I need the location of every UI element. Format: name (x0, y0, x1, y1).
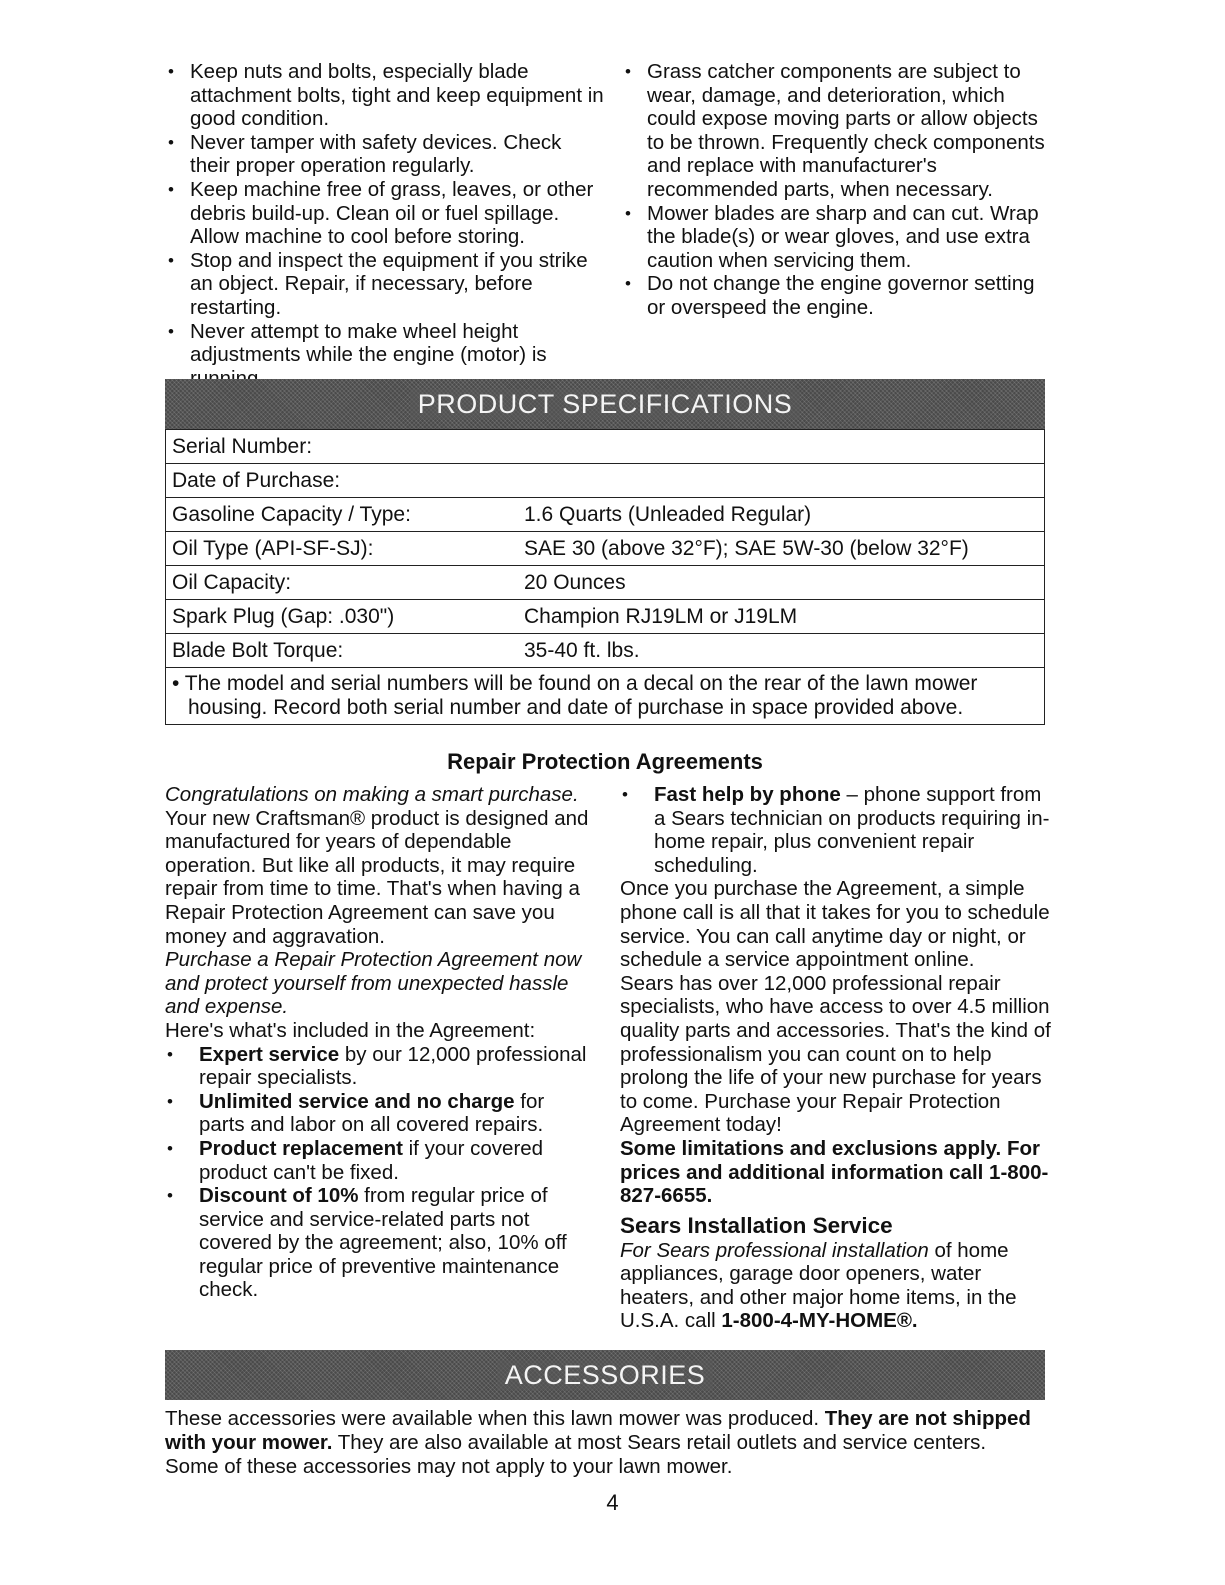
spec-value (518, 430, 1045, 464)
spec-value: 35-40 ft. lbs. (518, 634, 1045, 668)
repair-protection-right-column (620, 783, 1052, 1333)
spec-value: 1.6 Quarts (Unleaded Regular) (518, 498, 1045, 532)
specifications-table (165, 429, 1045, 725)
list-item: • Stop and inspect the equipment if you strike an object. Repair, if necessary, before restarting. (165, 249, 605, 320)
spec-label: Gasoline Capacity / Type: (166, 498, 519, 532)
safety-rules-left-column (165, 60, 605, 390)
accessories-banner (165, 1350, 1045, 1400)
intro-paragraph: Congratulations on making a smart purchase. Your new Craftsman® product is designed and manufactured for years of dependable operation. But like all products, it may require repair from time to time. That's when having a Repair Protection Agreement can save you money and aggravation. (165, 783, 589, 948)
table-row (166, 600, 1045, 634)
spec-label: Blade Bolt Torque: (166, 634, 519, 668)
product-specifications-banner (165, 379, 1045, 429)
limitations-notice: Some limitations and exclusions apply. For prices and additional information call 1-800-827-6655. (620, 1136, 1049, 1208)
spec-label: Serial Number: (166, 430, 519, 464)
banner-title: ACCESSORIES (497, 1360, 714, 1390)
list-item: • Fast help by phone – phone support from a Sears technician on products requiring in-home repair, plus convenient repair scheduling. (620, 783, 1052, 877)
list-item: • Product replacement if your covered product can't be fixed. (165, 1137, 595, 1184)
schedule-paragraph: Once you purchase the Agreement, a simple phone call is all that it takes for you to schedule service. You can call anytime day or night, or schedule a service appointment online. (620, 877, 1050, 972)
specialists-paragraph: Sears has over 12,000 professional repair specialists, who have access to over 4.5 million quality parts and accessories. That's the kind of professionalism you can count on to help prolong the life of your new purchase for years to come. Purchase your Repair Protection Agreement today! (620, 971, 1051, 1137)
list-item: • Keep machine free of grass, leaves, or other debris build-up. Clean oil or fuel spillage. Allow machine to cool before storing. (165, 178, 605, 249)
repair-protection-heading: Repair Protection Agreements (447, 749, 763, 774)
table-row (166, 566, 1045, 600)
page-number: 4 (606, 1490, 619, 1515)
serial-number-note: • The model and serial numbers will be found on a decal on the rear of the lawn mower housing. Record both serial number and date of purchase in space provided above. (166, 668, 1045, 725)
list-item: • Expert service by our 12,000 professional repair specialists. (165, 1043, 595, 1090)
banner-title: PRODUCT SPECIFICATIONS (410, 389, 801, 419)
list-item: • Never tamper with safety devices. Check their proper operation regularly. (165, 131, 605, 178)
spec-value: SAE 30 (above 32°F); SAE 5W-30 (below 32°F) (518, 532, 1045, 566)
table-row (166, 668, 1045, 725)
accessories-paragraph: These accessories were available when this lawn mower was produced. They are not shipped with your mower. They are also available at most Sears retail outlets and service centers. Some of these accessories may not apply to your lawn mower. (165, 1407, 1031, 1478)
list-item: • Discount of 10% from regular price of service and service-related parts not covered by the agreement; also, 10% off regular price of preventive maintenance check. (165, 1184, 595, 1302)
list-item: • Never attempt to make wheel height adjustments while the engine (motor) is (165, 320, 605, 391)
repair-protection-left-column (165, 783, 595, 1302)
table-row (166, 498, 1045, 532)
table-row (166, 634, 1045, 668)
list-item: • Mower blades are sharp and can cut. Wrap the blade(s) or wear gloves, and use extra caution when servicing them. (622, 202, 1052, 273)
spec-label: Date of Purchase: (166, 464, 519, 498)
list-item: • Grass catcher components are subject to wear, damage, and deterioration, which could expose moving parts or allow objects to be thrown. Frequently check components and replace with manufacturer's recommended parts, when necessary. (622, 60, 1052, 202)
spec-value: Champion RJ19LM or J19LM (518, 600, 1045, 634)
table-row (166, 430, 1045, 464)
purchase-callout: Purchase a Repair Protection Agreement now and protect yourself from unexpected hassle and expense. (165, 948, 582, 1019)
installation-paragraph: For Sears professional installation of home appliances, garage door openers, water heaters, and other major home items, in the U.S.A. call 1-800-4-MY-HOME®. (620, 1238, 1017, 1333)
spec-value: 20 Ounces (518, 566, 1045, 600)
spec-label: Spark Plug (Gap: .030") (166, 600, 519, 634)
spec-label: Oil Capacity: (166, 566, 519, 600)
spec-label: Oil Type (API-SF-SJ): (166, 532, 519, 566)
table-row (166, 464, 1045, 498)
table-row (166, 532, 1045, 566)
included-intro: Here's what's included in the Agreement: (165, 1018, 536, 1042)
list-item: • Keep nuts and bolts, especially blade attachment bolts, tight and keep equipment in good condition. (165, 60, 605, 131)
safety-rules-right-column (622, 60, 1052, 320)
spec-value (518, 464, 1045, 498)
list-item: • Do not change the engine governor setting or overspeed the engine. (622, 272, 1052, 319)
installation-service-title: Sears Installation Service (620, 1212, 893, 1238)
list-item: • Unlimited service and no charge for parts and labor on all covered repairs. (165, 1090, 595, 1137)
